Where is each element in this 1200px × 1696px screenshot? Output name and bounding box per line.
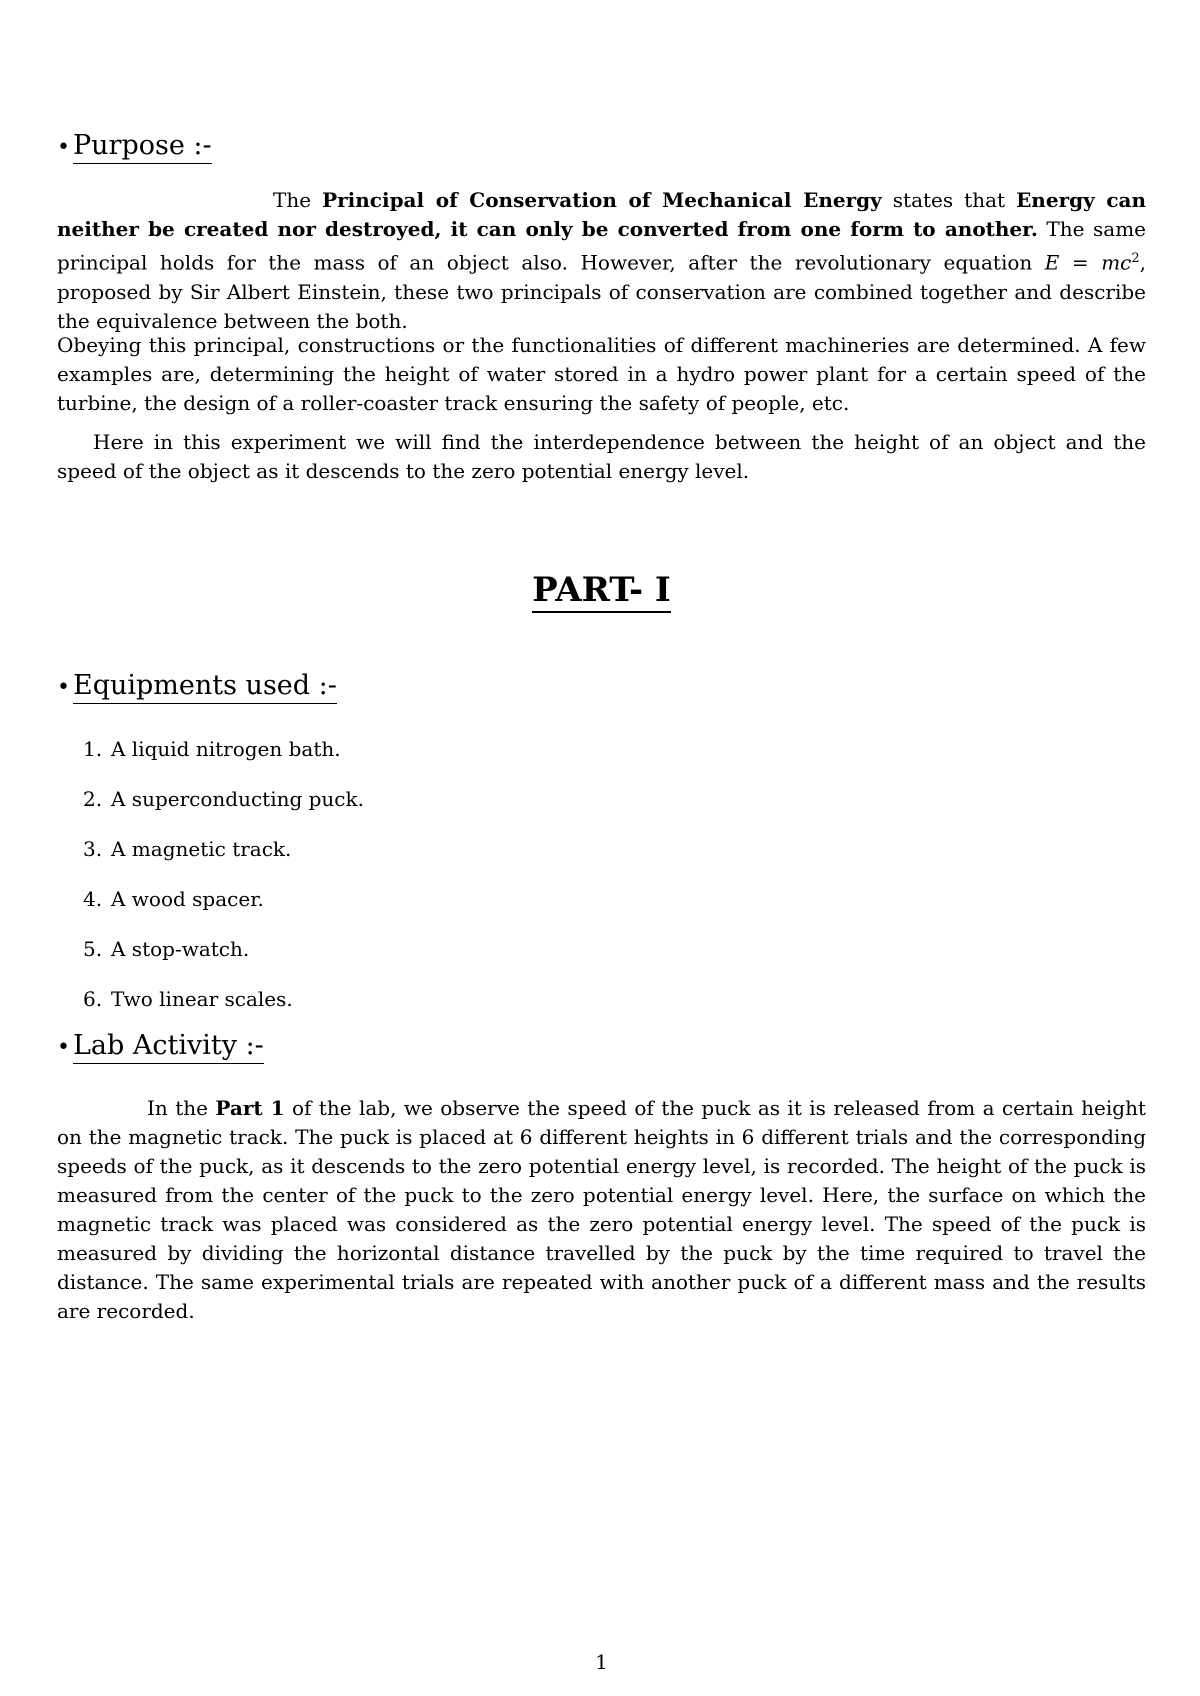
bullet-icon: • (57, 1035, 70, 1060)
list-number: 1. (83, 737, 103, 761)
equipments-heading (57, 670, 337, 704)
list-number: 6. (83, 987, 103, 1011)
bold-term: Principal of Conservation of Mechanical Energy (322, 188, 882, 212)
equipments-heading-text: Equipments used :- (73, 670, 337, 704)
equipment-list (83, 736, 364, 1036)
text-span: , proposed by Sir Albert Einstein, these two principals of conservation are combined together and describe the equivalence between the both. (57, 250, 1146, 333)
purpose-paragraph-1: The Principal of Conservation of Mechanical Energy states that Energy can neither be created nor destroyed, it can only be converted from one form to another. The same principal holds for the mass of an object also. However, after the revolutionary equation $E = mc^2$, proposed by Sir Albert Einstein, these two principals of conservation are combined together and describe the equivalence between the both. (57, 188, 1147, 333)
bullet-icon: • (57, 675, 70, 700)
list-text: A superconducting puck. (111, 787, 364, 811)
list-text: A magnetic track. (111, 837, 292, 861)
text-span: of the lab, we observe the speed of the puck as it is released from a certain height on the magnetic track. The puck is placed at 6 different heights in 6 different trials and the corresponding speeds of the puck, as it descends to the zero potential energy level, is recorded. The height of the puck is measured from the center of the puck to the zero potential energy level. Here, the surface on which the magnetic track was placed was considered as the zero potential energy level. The speed of the puck is measured by dividing the horizontal distance travelled by the puck by the time required to travel the distance. The same experimental trials are repeated with another puck of a different mass and the results are recorded. (57, 1096, 1146, 1323)
bold-statement: Energy can neither be created nor destroyed, it can only be converted from one form to another. (57, 188, 1147, 241)
list-text: A wood spacer. (111, 887, 264, 911)
list-text: A stop-watch. (111, 937, 250, 961)
bold-term: Part 1 (215, 1096, 285, 1120)
lab-activity-heading-text: Lab Activity :- (73, 1030, 264, 1064)
list-item (83, 986, 364, 1036)
list-item (83, 786, 364, 836)
list-item (83, 886, 364, 936)
lab-activity-paragraph (57, 1094, 1146, 1326)
list-number: 2. (83, 787, 103, 811)
part-title (57, 570, 1146, 610)
list-text: A liquid nitrogen bath. (111, 737, 341, 761)
text-span: The same principal holds for the mass of an object also. However, after the revolutionary equation (57, 217, 1147, 275)
text-span: Here in this experiment we will find the interdependence between the height of an object and the speed of the object as it descends to the zero potential energy level. (57, 430, 1146, 483)
text-span: states that (881, 188, 1017, 212)
text-span: In the (147, 1096, 216, 1120)
list-item (83, 836, 364, 886)
list-number: 4. (83, 887, 103, 911)
purpose-heading-text: Purpose :- (73, 130, 212, 164)
text-span: The (273, 188, 323, 212)
bullet-icon: • (57, 135, 70, 160)
equation-rhs: mc (1101, 250, 1132, 275)
document-page (57, 0, 1146, 1696)
purpose-paragraph-3 (57, 428, 1146, 486)
purpose-heading (57, 130, 212, 164)
list-item (83, 936, 364, 986)
list-number: 3. (83, 837, 103, 861)
lab-activity-heading (57, 1030, 264, 1064)
list-number: 5. (83, 937, 103, 961)
list-text: Two linear scales. (111, 987, 293, 1011)
purpose-paragraph-2: Obeying this principal, constructions or the functionalities of different machineries are determined. A few examples are, determining the height of water stored in a hydro power plant for a certain speed of the turbine, the design of a roller-coaster track ensuring the safety of people, etc. (57, 333, 1146, 415)
equation-exponent: 2 (1131, 251, 1140, 266)
list-item (83, 736, 364, 786)
equation-lhs: E (1044, 250, 1060, 275)
page-number: 1 (595, 1650, 608, 1674)
part-title-text: PART- I (532, 570, 671, 613)
